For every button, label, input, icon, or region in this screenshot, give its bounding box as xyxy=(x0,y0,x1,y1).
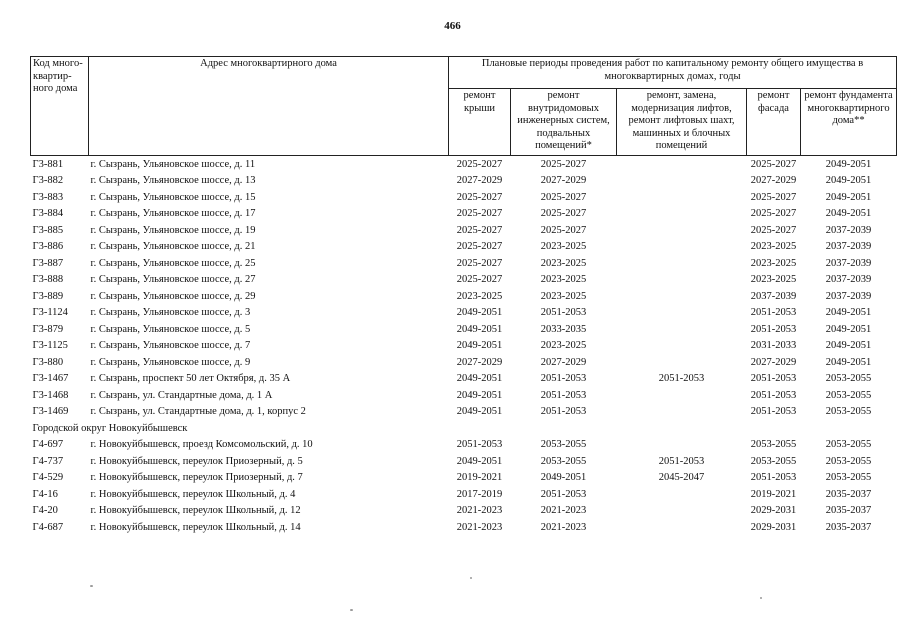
cell-facade: 2051-2053 xyxy=(750,389,797,401)
scan-speck xyxy=(760,597,762,599)
cell-foundation: 2037-2039 xyxy=(825,257,872,269)
cell-code: Г3-884 xyxy=(32,208,64,220)
table-row xyxy=(31,272,897,289)
cell-elevator xyxy=(617,338,747,355)
cell-code: Г3-889 xyxy=(32,290,64,302)
cell-address: г. Сызрань, Ульяновское шоссе, д. 7 xyxy=(90,340,251,352)
cell-roof: 2025-2027 xyxy=(456,224,503,236)
cell-address: г. Новокуйбышевск, проезд Комсомольский, д. 10 xyxy=(90,439,313,451)
cell-elevator xyxy=(617,486,747,503)
cell-facade: 2051-2053 xyxy=(750,472,797,484)
cell-elevator xyxy=(617,519,747,536)
cell-elevator xyxy=(617,387,747,404)
cell-address: г. Сызрань, ул. Стандартные дома, д. 1, корпус 2 xyxy=(90,406,306,418)
cell-foundation: 2037-2039 xyxy=(825,274,872,286)
cell-roof: 2021-2023 xyxy=(456,505,503,517)
cell-address: г. Сызрань, Ульяновское шоссе, д. 21 xyxy=(90,241,256,253)
cell-engineering: 2023-2025 xyxy=(540,274,587,286)
cell-elevator: 2045-2047 xyxy=(658,472,705,484)
cell-roof: 2049-2051 xyxy=(456,307,503,319)
cell-foundation: 2049-2051 xyxy=(825,175,872,187)
cell-engineering: 2051-2053 xyxy=(540,488,587,500)
cell-code: Г4-697 xyxy=(32,439,64,451)
cell-facade: 2031-2033 xyxy=(750,340,797,352)
page-number: 466 xyxy=(444,20,461,32)
cell-roof: 2023-2025 xyxy=(456,290,503,302)
table-row xyxy=(31,404,897,421)
cell-elevator xyxy=(617,206,747,223)
cell-engineering: 2021-2023 xyxy=(540,521,587,533)
cell-code: Г4-737 xyxy=(32,455,64,467)
cell-roof: 2049-2051 xyxy=(456,340,503,352)
table-row xyxy=(31,321,897,338)
cell-address: г. Сызрань, Ульяновское шоссе, д. 19 xyxy=(90,224,256,236)
table-row xyxy=(31,255,897,272)
cell-elevator xyxy=(617,222,747,239)
scan-speck xyxy=(350,609,353,611)
cell-elevator xyxy=(617,305,747,322)
cell-engineering: 2049-2051 xyxy=(540,472,587,484)
cell-roof: 2025-2027 xyxy=(456,274,503,286)
cell-roof: 2019-2021 xyxy=(456,472,503,484)
table-row xyxy=(31,453,897,470)
cell-engineering: 2053-2055 xyxy=(540,439,587,451)
cell-code: Г3-1469 xyxy=(32,406,69,418)
cell-address: г. Новокуйбышевск, переулок Приозерный, д. 7 xyxy=(90,472,303,484)
table-row xyxy=(31,156,897,173)
cell-elevator xyxy=(617,288,747,305)
cell-foundation: 2049-2051 xyxy=(825,356,872,368)
cell-code: Г3-880 xyxy=(32,356,64,368)
cell-address: г. Сызрань, Ульяновское шоссе, д. 17 xyxy=(90,208,256,220)
cell-foundation: 2049-2051 xyxy=(825,158,872,170)
cell-address: г. Сызрань, Ульяновское шоссе, д. 15 xyxy=(90,191,256,203)
cell-code: Г3-882 xyxy=(32,175,64,187)
cell-foundation: 2037-2039 xyxy=(825,290,872,302)
cell-foundation: 2053-2055 xyxy=(825,439,872,451)
cell-code: Г3-886 xyxy=(32,241,64,253)
table-body xyxy=(31,156,897,536)
cell-engineering: 2023-2025 xyxy=(540,241,587,253)
cell-roof: 2027-2029 xyxy=(456,175,503,187)
cell-foundation: 2049-2051 xyxy=(825,208,872,220)
cell-address: г. Сызрань, Ульяновское шоссе, д. 5 xyxy=(90,323,251,335)
cell-facade: 2051-2053 xyxy=(750,406,797,418)
cell-code: Г3-888 xyxy=(32,274,64,286)
cell-elevator xyxy=(617,404,747,421)
table-row xyxy=(31,288,897,305)
cell-elevator xyxy=(617,255,747,272)
cell-address: г. Сызрань, Ульяновское шоссе, д. 25 xyxy=(90,257,256,269)
cell-facade: 2029-2031 xyxy=(750,521,797,533)
table-row xyxy=(31,371,897,388)
cell-code: Г4-687 xyxy=(32,521,64,533)
cell-engineering: 2025-2027 xyxy=(540,191,587,203)
cell-code: Г4-529 xyxy=(32,472,64,484)
header-periods-group: Плановые периоды проведения работ по капитальному ремонту общего имущества в многоквартирных домах, годы xyxy=(449,57,897,89)
cell-facade: 2025-2027 xyxy=(750,158,797,170)
cell-foundation: 2049-2051 xyxy=(825,191,872,203)
cell-elevator: 2051-2053 xyxy=(658,455,705,467)
cell-engineering: 2025-2027 xyxy=(540,158,587,170)
cell-facade: 2051-2053 xyxy=(750,373,797,385)
cell-engineering: 2027-2029 xyxy=(540,175,587,187)
cell-engineering: 2051-2053 xyxy=(540,373,587,385)
cell-facade: 2051-2053 xyxy=(750,323,797,335)
cell-elevator xyxy=(617,239,747,256)
cell-engineering: 2023-2025 xyxy=(540,257,587,269)
cell-roof: 2025-2027 xyxy=(456,158,503,170)
table-row xyxy=(31,486,897,503)
cell-code: Г3-1467 xyxy=(32,373,69,385)
table-row xyxy=(31,503,897,520)
cell-facade: 2023-2025 xyxy=(750,274,797,286)
table-row xyxy=(31,437,897,454)
cell-facade: 2053-2055 xyxy=(750,439,797,451)
cell-facade: 2025-2027 xyxy=(750,191,797,203)
cell-facade: 2051-2053 xyxy=(750,307,797,319)
cell-roof: 2027-2029 xyxy=(456,356,503,368)
cell-elevator xyxy=(617,321,747,338)
cell-roof: 2049-2051 xyxy=(456,406,503,418)
header-foundation: ремонт фундамента многоквартирного дома** xyxy=(801,89,897,156)
cell-engineering: 2023-2025 xyxy=(540,340,587,352)
cell-facade: 2023-2025 xyxy=(750,257,797,269)
cell-engineering: 2021-2023 xyxy=(540,505,587,517)
cell-code: Г3-885 xyxy=(32,224,64,236)
cell-engineering: 2027-2029 xyxy=(540,356,587,368)
cell-roof: 2025-2027 xyxy=(456,191,503,203)
cell-elevator xyxy=(617,503,747,520)
cell-code: Г3-1124 xyxy=(32,307,68,319)
table-row xyxy=(31,470,897,487)
cell-elevator: 2051-2053 xyxy=(658,373,705,385)
cell-elevator xyxy=(617,354,747,371)
cell-foundation: 2035-2037 xyxy=(825,521,872,533)
cell-facade: 2053-2055 xyxy=(750,455,797,467)
cell-facade: 2023-2025 xyxy=(750,241,797,253)
table-row xyxy=(31,239,897,256)
cell-address: г. Сызрань, проспект 50 лет Октября, д. 35 А xyxy=(90,373,291,385)
cell-address: г. Сызрань, Ульяновское шоссе, д. 27 xyxy=(90,274,256,286)
header-elevator: ремонт, замена, модернизация лифтов, ремонт лифтовых шахт, машинных и блочных помещений xyxy=(617,89,747,156)
cell-code: Г4-20 xyxy=(32,505,58,517)
cell-elevator xyxy=(617,437,747,454)
capital-repair-table xyxy=(30,56,897,536)
cell-address: г. Новокуйбышевск, переулок Приозерный, д. 5 xyxy=(90,455,303,467)
cell-foundation: 2049-2051 xyxy=(825,323,872,335)
cell-code: Г3-879 xyxy=(32,323,64,335)
table-row xyxy=(31,222,897,239)
cell-foundation: 2049-2051 xyxy=(825,307,872,319)
scan-speck xyxy=(470,577,472,579)
cell-foundation: 2049-2051 xyxy=(825,340,872,352)
table-row xyxy=(31,354,897,371)
scan-speck xyxy=(90,585,93,587)
cell-engineering: 2051-2053 xyxy=(540,307,587,319)
header-address: Адрес многоквартирного дома xyxy=(89,57,449,156)
cell-engineering: 2033-2035 xyxy=(540,323,587,335)
cell-facade: 2025-2027 xyxy=(750,208,797,220)
cell-roof: 2049-2051 xyxy=(456,455,503,467)
table-row xyxy=(31,206,897,223)
cell-code: Г4-16 xyxy=(32,488,58,500)
header-engineering: ремонт внутридомовых инженерных систем, подвальных помещений* xyxy=(511,89,617,156)
cell-foundation: 2053-2055 xyxy=(825,389,872,401)
table-row xyxy=(31,338,897,355)
cell-address: г. Новокуйбышевск, переулок Школьный, д. 14 xyxy=(90,521,301,533)
cell-foundation: 2035-2037 xyxy=(825,505,872,517)
cell-address: г. Сызрань, Ульяновское шоссе, д. 13 xyxy=(90,175,256,187)
table-row xyxy=(31,387,897,404)
cell-code: Г3-887 xyxy=(32,257,64,269)
cell-facade: 2027-2029 xyxy=(750,356,797,368)
cell-engineering: 2053-2055 xyxy=(540,455,587,467)
cell-roof: 2025-2027 xyxy=(456,208,503,220)
cell-address: г. Сызрань, Ульяновское шоссе, д. 29 xyxy=(90,290,256,302)
cell-address: г. Сызрань, Ульяновское шоссе, д. 9 xyxy=(90,356,251,368)
cell-facade: 2025-2027 xyxy=(750,224,797,236)
header-roof: ремонт крыши xyxy=(449,89,511,156)
cell-elevator xyxy=(617,272,747,289)
cell-facade: 2037-2039 xyxy=(750,290,797,302)
cell-code: Г3-1468 xyxy=(32,389,69,401)
cell-facade: 2029-2031 xyxy=(750,505,797,517)
cell-roof: 2017-2019 xyxy=(456,488,503,500)
cell-address: г. Сызрань, ул. Стандартные дома, д. 1 А xyxy=(90,389,273,401)
cell-engineering: 2025-2027 xyxy=(540,208,587,220)
header-code: Код много-квартир-ного дома xyxy=(31,57,89,156)
cell-foundation: 2053-2055 xyxy=(825,472,872,484)
cell-foundation: 2053-2055 xyxy=(825,373,872,385)
cell-elevator xyxy=(617,173,747,190)
cell-roof: 2049-2051 xyxy=(456,389,503,401)
cell-elevator xyxy=(617,156,747,173)
cell-foundation: 2037-2039 xyxy=(825,224,872,236)
district-row xyxy=(31,420,897,437)
district-name: Городской округ Новокуйбышевск xyxy=(32,422,188,434)
header-row-main xyxy=(31,57,897,89)
cell-roof: 2021-2023 xyxy=(456,521,503,533)
cell-elevator xyxy=(617,189,747,206)
cell-address: г. Сызрань, Ульяновское шоссе, д. 11 xyxy=(90,158,256,170)
cell-roof: 2051-2053 xyxy=(456,439,503,451)
cell-engineering: 2025-2027 xyxy=(540,224,587,236)
cell-engineering: 2023-2025 xyxy=(540,290,587,302)
cell-roof: 2025-2027 xyxy=(456,257,503,269)
cell-roof: 2049-2051 xyxy=(456,373,503,385)
table-row xyxy=(31,173,897,190)
cell-address: г. Новокуйбышевск, переулок Школьный, д. 4 xyxy=(90,488,296,500)
cell-roof: 2049-2051 xyxy=(456,323,503,335)
cell-foundation: 2053-2055 xyxy=(825,406,872,418)
cell-code: Г3-881 xyxy=(32,158,64,170)
cell-engineering: 2051-2053 xyxy=(540,389,587,401)
cell-foundation: 2037-2039 xyxy=(825,241,872,253)
cell-address: г. Новокуйбышевск, переулок Школьный, д. 12 xyxy=(90,505,301,517)
cell-address: г. Сызрань, Ульяновское шоссе, д. 3 xyxy=(90,307,251,319)
cell-foundation: 2053-2055 xyxy=(825,455,872,467)
cell-foundation: 2035-2037 xyxy=(825,488,872,500)
cell-roof: 2025-2027 xyxy=(456,241,503,253)
cell-facade: 2027-2029 xyxy=(750,175,797,187)
cell-code: Г3-883 xyxy=(32,191,64,203)
cell-facade: 2019-2021 xyxy=(750,488,797,500)
cell-code: Г3-1125 xyxy=(32,340,68,352)
table-row xyxy=(31,189,897,206)
cell-engineering: 2051-2053 xyxy=(540,406,587,418)
header-facade: ремонт фасада xyxy=(747,89,801,156)
table-row xyxy=(31,519,897,536)
table-row xyxy=(31,305,897,322)
